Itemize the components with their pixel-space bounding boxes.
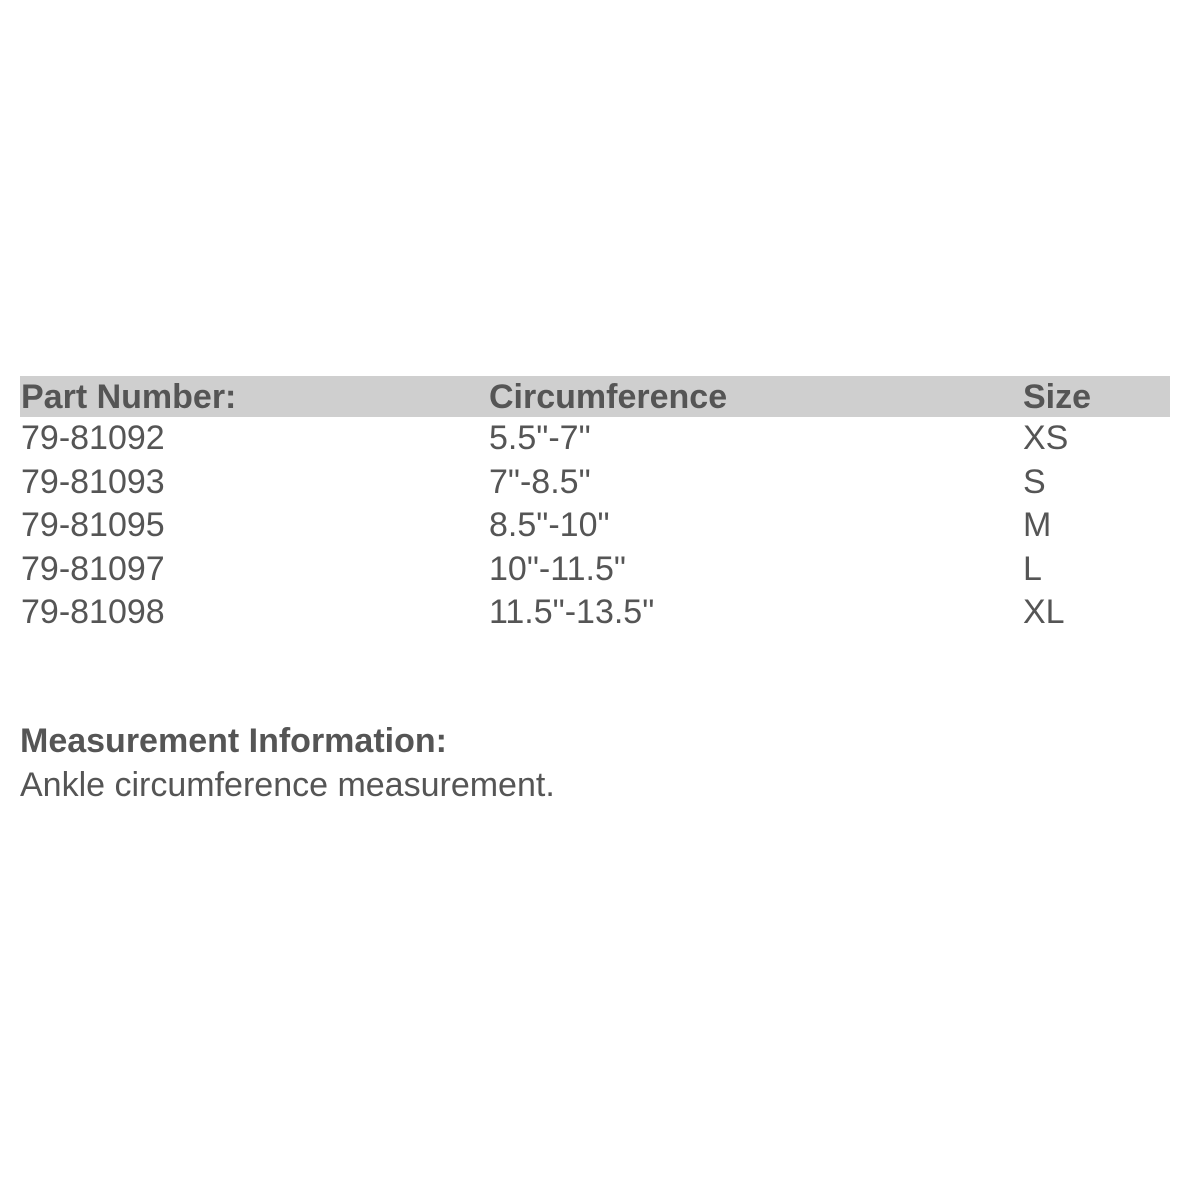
- cell-part-number: 79-81092: [21, 419, 165, 457]
- header-size: Size: [1023, 378, 1092, 416]
- cell-size: S: [1023, 462, 1046, 501]
- cell-size: XL: [1023, 593, 1065, 631]
- measurement-text: Ankle circumference measurement.: [20, 766, 555, 804]
- measurement-heading: Measurement Information:: [20, 722, 447, 760]
- cell-size: L: [1023, 549, 1042, 588]
- cell-size: XS: [1023, 419, 1069, 457]
- cell-circumference: 8.5"-10": [489, 506, 610, 544]
- cell-size: M: [1023, 506, 1052, 544]
- header-part-number: Part Number:: [21, 378, 237, 416]
- table-row: [20, 417, 1170, 461]
- table-row: [20, 548, 1170, 592]
- cell-part-number: 79-81098: [21, 593, 165, 631]
- cell-part-number: 79-81097: [21, 549, 165, 588]
- cell-part-number: 79-81095: [21, 506, 165, 544]
- cell-circumference: 11.5"-13.5": [489, 593, 655, 631]
- size-chart-table: [20, 376, 1170, 635]
- cell-circumference: 10"-11.5": [489, 549, 626, 588]
- table-row: [20, 591, 1170, 635]
- cell-circumference: 5.5"-7": [489, 419, 591, 457]
- header-circumference: Circumference: [489, 378, 728, 416]
- cell-part-number: 79-81093: [21, 462, 165, 501]
- cell-circumference: 7"-8.5": [489, 462, 591, 501]
- table-row: [20, 504, 1170, 548]
- table-row: [20, 461, 1170, 505]
- table-body: [20, 417, 1170, 635]
- table-header-row: [20, 376, 1170, 417]
